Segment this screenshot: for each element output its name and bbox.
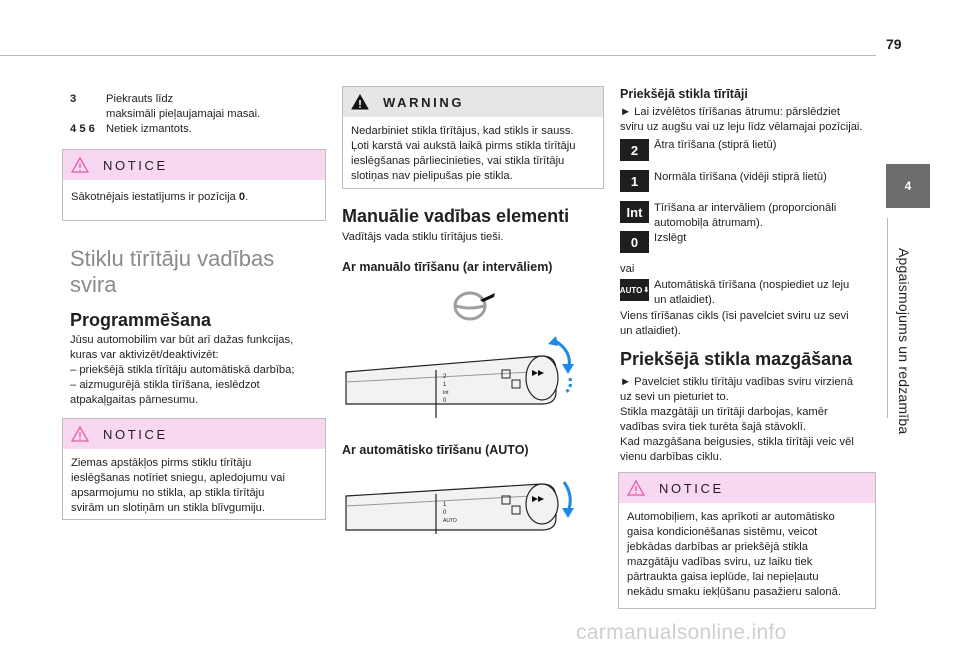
notice-line: mazgātāju vadības sviru, uz laiku tiek bbox=[627, 556, 813, 568]
notice-bold: 0 bbox=[238, 191, 246, 203]
watermark: carmanualsonline.info bbox=[576, 621, 787, 644]
notice-box bbox=[62, 149, 326, 221]
speed-text: Ātra tīrīšana (stiprā lietū) bbox=[654, 139, 777, 151]
notice-header bbox=[619, 473, 875, 503]
section-title-line1: Stiklu tīrītāju vadības bbox=[70, 246, 275, 271]
wash-line: Stikla mazgātāji un tīrītāji darbojas, kamēr bbox=[620, 406, 828, 418]
svg-text:0: 0 bbox=[443, 510, 447, 516]
stalk-int-label: Int bbox=[443, 390, 449, 396]
speed-int-icon: Int bbox=[620, 201, 649, 223]
programming-line: Jūsu automobilim var būt arī dažas funkcijas, bbox=[70, 334, 294, 346]
warning-triangle-icon bbox=[71, 157, 89, 173]
front-wipers-line: ► Lai izvēlētos tīrīšanas ātrumu: pārslēdziet bbox=[620, 106, 841, 118]
programming-heading: Programmēšana bbox=[70, 310, 212, 330]
list-text: Netiek izmantots. bbox=[106, 123, 192, 135]
chapter-rule bbox=[887, 218, 888, 418]
notice-body bbox=[63, 449, 325, 524]
speed-1-icon: 1 bbox=[620, 170, 649, 192]
auto-text: un atlaidiet). bbox=[654, 294, 715, 306]
warning-triangle-icon bbox=[351, 94, 369, 110]
warning-line: ieslēgšanas pārliecinieties, vai stikla tīrītāju bbox=[351, 155, 565, 167]
notice-box bbox=[618, 472, 876, 609]
notice-line: apsarmojumu no stikla, ap stikla tīrītāju bbox=[71, 487, 265, 499]
programming-line: – aizmugurējā stikla tīrīšana, ieslēdzot bbox=[70, 379, 260, 391]
notice-line: Automobiļiem, kas aprīkoti ar automātisko bbox=[627, 511, 835, 523]
notice-label: NOTICE bbox=[103, 157, 168, 173]
speed-text: automobiļa ātrumam). bbox=[654, 217, 763, 229]
notice-label: NOTICE bbox=[103, 426, 168, 442]
list-text: maksimāli pieļaujamajai masai. bbox=[106, 108, 261, 120]
wash-line: Kad mazgāšana beigusies, stikla tīrītāji veic vēl bbox=[620, 436, 854, 448]
list-text: Piekrauts līdz bbox=[106, 93, 174, 105]
section-title-line2: svira bbox=[70, 272, 117, 297]
notice-label: NOTICE bbox=[659, 480, 724, 496]
notice-line: Ziemas apstākļos pirms stiklu tīrītāju bbox=[71, 457, 252, 469]
stalk-zero-label: 0 bbox=[443, 398, 447, 404]
notice-box bbox=[62, 418, 326, 520]
page-number: 79 bbox=[886, 36, 902, 52]
wash-line: vienu darbības ciklu. bbox=[620, 451, 722, 463]
notice-text: Sākotnējais iestatījums ir pozīcija bbox=[71, 191, 239, 203]
single-wipe-line: Viens tīrīšanas cikls (īsi pavelciet sviru uz sevi bbox=[620, 310, 849, 322]
speed-text: Tīrīšana ar intervāliem (proporcionāli bbox=[654, 202, 837, 214]
controls-text: Vadītājs vada stiklu tīrītājus tieši. bbox=[342, 231, 504, 243]
notice-line: ieslēgšanas notīriet sniegu, apledojumu vai bbox=[71, 472, 285, 484]
speed-text: Normāla tīrīšana (vidēji stiprā lietū) bbox=[654, 171, 827, 183]
notice-line: nekādu smaku iekļūšanu pasažieru salonā. bbox=[627, 586, 841, 598]
notice-line: pārtraukta gaisa ieplūde, lai nepieļautu bbox=[627, 571, 819, 583]
front-wipers-heading: Priekšējā stikla tīrītāji bbox=[620, 87, 748, 101]
wiper-stalk-manual-illustration bbox=[342, 330, 582, 430]
speed-0-icon: 0 bbox=[620, 231, 649, 253]
notice-line: gaisa kondicionēšanas sistēmu, veicot bbox=[627, 526, 818, 538]
warning-triangle-icon bbox=[71, 426, 89, 442]
chapter-tab: 4 bbox=[886, 164, 930, 208]
manual-heading: Ar manuālo tīrīšanu (ar intervāliem) bbox=[342, 260, 553, 274]
speed-text: Izslēgt bbox=[654, 232, 687, 244]
auto-text: Automātiskā tīrīšana (nospiediet uz leju bbox=[654, 279, 850, 291]
single-wipe-line: un atlaidiet). bbox=[620, 325, 681, 337]
stalk-auto-label: AUTO bbox=[443, 518, 457, 524]
wash-line: uz sevi un pieturiet to. bbox=[620, 391, 729, 403]
controls-heading: Manuālie vadības elementi bbox=[342, 206, 570, 226]
svg-text:1: 1 bbox=[443, 382, 447, 388]
warning-header bbox=[343, 87, 603, 117]
programming-line: atpakaļgaitas pārnesumu. bbox=[70, 394, 199, 406]
auto-icon-label: AUTO bbox=[619, 285, 643, 295]
warning-body bbox=[343, 117, 603, 192]
steering-wheel-icon bbox=[450, 286, 496, 322]
warning-triangle-icon bbox=[627, 480, 645, 496]
down-arrow-icon: ⬇ bbox=[643, 287, 650, 294]
notice-line: svirām un slotiņām un stikla blīvgumiju. bbox=[71, 502, 265, 514]
auto-wipe-icon bbox=[620, 279, 649, 301]
speed-2-icon: 2 bbox=[620, 139, 649, 161]
svg-text:1: 1 bbox=[443, 502, 447, 508]
wiper-stalk-auto-illustration bbox=[342, 476, 582, 546]
or-text: vai bbox=[620, 263, 635, 275]
warning-box bbox=[342, 86, 604, 189]
notice-text-end: . bbox=[245, 191, 249, 203]
notice-line: jebkādas darbības ar priekšējā stikla bbox=[627, 541, 808, 553]
list-number: 3 bbox=[70, 93, 77, 105]
warning-line: Ļoti karstā vai aukstā laikā pirms stikla tīrītāju bbox=[351, 140, 576, 152]
warning-line: slotiņas nav pielipušas pie stikla. bbox=[351, 170, 513, 182]
wash-heading: Priekšējā stikla mazgāšana bbox=[620, 349, 853, 369]
notice-body bbox=[619, 503, 875, 608]
notice-header bbox=[63, 150, 325, 180]
programming-line: kuras var aktivizēt/deaktivizēt: bbox=[70, 349, 219, 361]
front-wipers-line: sviru uz augšu vai uz leju līdz vēlamajai pozīcijai. bbox=[620, 121, 863, 133]
chapter-title: Apgaismojums un redzamība bbox=[896, 248, 912, 435]
warning-label: WARNING bbox=[383, 94, 465, 110]
auto-heading: Ar automātisko tīrīšanu (AUTO) bbox=[342, 443, 529, 457]
svg-text:2: 2 bbox=[443, 374, 447, 380]
warning-line: Nedarbiniet stikla tīrītājus, kad stikls ir sauss. bbox=[351, 125, 574, 137]
list-number: 4 5 6 bbox=[70, 123, 95, 135]
wash-line: vadības svira tiek turēta šajā stāvoklī. bbox=[620, 421, 806, 433]
notice-header bbox=[63, 419, 325, 449]
notice-body bbox=[63, 180, 325, 213]
wash-line: ► Pavelciet stiklu tīrītāju vadības sviru virzienā bbox=[620, 376, 854, 388]
header-rule bbox=[0, 55, 876, 56]
programming-line: – priekšējā stikla tīrītāju automātiskā darbība; bbox=[70, 364, 295, 376]
